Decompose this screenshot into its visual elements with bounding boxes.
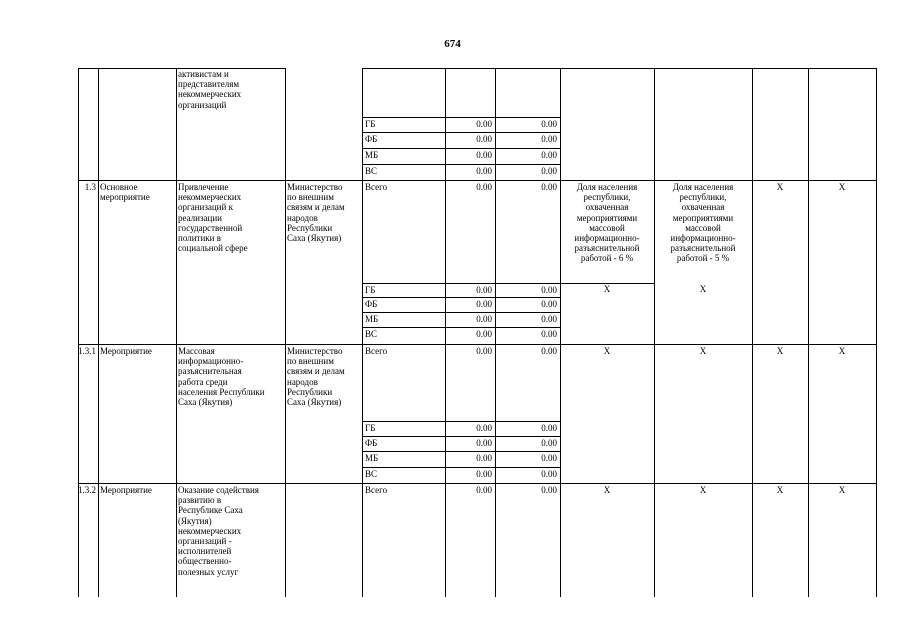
x-mark: Х (699, 485, 707, 495)
x-mark: Х (838, 346, 846, 356)
x-mark: Х (776, 182, 784, 192)
task-text-line: (Якутия) (178, 515, 212, 526)
table-horizontal-rule (78, 483, 877, 484)
funding-value-cell: 0.00 (476, 469, 492, 479)
task-text-line: некоммерческих (178, 89, 242, 100)
funding-value-cell: 0.00 (476, 314, 492, 324)
funding-value-cell: 0.00 (541, 119, 557, 129)
x-mark: Х (776, 346, 784, 356)
table-vertical-rule (876, 68, 877, 597)
task-text-line: некоммерческих (178, 192, 242, 203)
executor-text-line: по внешним (287, 356, 334, 367)
task-text-line: организаций - (178, 536, 232, 546)
funding-value-cell: 0.00 (541, 346, 557, 356)
indicator-text-line: мероприятиями (672, 212, 734, 223)
task-text-line: исполнителей (178, 546, 232, 557)
table-vertical-rule (285, 68, 286, 597)
funding-value-cell: 0.00 (476, 150, 492, 160)
executor-text-line: Республики (287, 386, 333, 397)
table-vertical-rule (752, 68, 753, 597)
task-text-line: организаций к (178, 202, 233, 213)
task-text-line: Оказание содействия (178, 485, 259, 495)
funding-value-cell: 0.00 (476, 438, 492, 448)
funding-source-label: МБ (365, 314, 379, 324)
indicator-text-line: массовой (685, 222, 721, 233)
executor-text-line: Республики (287, 222, 333, 233)
executor-text-line: Министерство (287, 182, 343, 192)
indicator-text-line: информационно- (574, 233, 640, 243)
funding-source-label: МБ (365, 150, 379, 160)
funding-value-cell: 0.00 (476, 285, 492, 295)
funding-source-label: МБ (365, 453, 379, 463)
funding-source-label: ГБ (365, 423, 376, 433)
table-vertical-rule (654, 68, 655, 597)
funding-value-cell: 0.00 (541, 182, 557, 192)
indicator-text-line: мероприятиями (576, 212, 638, 223)
funding-source-label: ФБ (365, 299, 378, 309)
table-vertical-rule (78, 68, 79, 597)
task-text-line: социальной сфере (178, 243, 248, 254)
table-vertical-rule (808, 68, 809, 597)
task-text-line: государственной (178, 222, 243, 233)
indicator-text-line: республики, (679, 192, 727, 203)
table-horizontal-rule (362, 312, 561, 313)
executor-text-line: Саха (Якутия) (287, 397, 342, 407)
funding-value-cell: 0.00 (476, 485, 492, 495)
table-vertical-rule (176, 68, 177, 597)
task-text-line: реализации (178, 212, 222, 223)
table-horizontal-rule (362, 132, 561, 133)
funding-source-label: ВС (365, 469, 378, 479)
task-text-line: развитию в (178, 495, 222, 506)
funding-value-cell: 0.00 (476, 134, 492, 144)
x-mark: Х (699, 346, 707, 356)
funding-value-cell: 0.00 (541, 314, 557, 324)
funding-value-cell: 0.00 (541, 150, 557, 160)
funding-value-cell: 0.00 (476, 119, 492, 129)
x-mark: Х (838, 182, 846, 192)
task-text-line: активистам и (178, 69, 229, 79)
funding-value-cell: 0.00 (476, 346, 492, 356)
table-horizontal-rule (78, 344, 877, 345)
funding-value-cell: 0.00 (476, 182, 492, 192)
executor-text-line: народов (287, 376, 318, 387)
table-horizontal-rule (362, 451, 561, 452)
funding-source-label: ГБ (365, 119, 376, 129)
indicator-text-line: республики, (583, 192, 631, 203)
task-text-line: представителям (178, 79, 240, 90)
task-text-line: разъяснительная (178, 366, 242, 377)
funding-value-cell: 0.00 (476, 453, 492, 463)
task-text-line: Республике Саха (178, 505, 243, 516)
funding-source-label: ФБ (365, 134, 378, 144)
funding-value-cell: 0.00 (476, 299, 492, 309)
row-number: 1.3.1 (78, 346, 96, 356)
funding-value-cell: 0.00 (541, 329, 557, 339)
executor-text-line: по внешним (287, 192, 334, 203)
funding-source-label: ФБ (365, 438, 378, 448)
task-text-line: организаций (178, 99, 227, 110)
table-horizontal-rule (362, 68, 877, 69)
indicator-text-line: охваченная (681, 202, 725, 213)
funding-total-label: Всего (365, 485, 388, 495)
indicator-text-line: разъяснительной (670, 243, 736, 254)
funding-value-cell: 0.00 (541, 423, 557, 433)
funding-value-cell: 0.00 (476, 166, 492, 176)
indicator-text-line: Доля населения (576, 182, 638, 192)
table-horizontal-rule (362, 421, 561, 422)
funding-total-label: Всего (365, 182, 388, 192)
x-mark: Х (603, 346, 611, 356)
funding-value-cell: 0.00 (541, 438, 557, 448)
funding-value-cell: 0.00 (541, 285, 557, 295)
indicator-text-line: разъяснительной (574, 243, 640, 254)
indicator-text-line: информационно- (670, 233, 736, 243)
indicator-text-line: охваченная (585, 202, 629, 213)
task-text-line: Привлечение (178, 182, 229, 192)
table-horizontal-rule (362, 327, 561, 328)
executor-text-line: связям и делам (287, 202, 345, 213)
funding-value-cell: 0.00 (541, 166, 557, 176)
funding-source-label: ГБ (365, 285, 376, 295)
executor-text-line: Саха (Якутия) (287, 233, 342, 243)
activity-type-line: мероприятие (100, 192, 150, 203)
x-mark: Х (776, 485, 784, 495)
executor-text-line: Министерство (287, 346, 343, 356)
table-horizontal-rule (362, 164, 561, 165)
funding-value-cell: 0.00 (541, 134, 557, 144)
indicator-text-line: массовой (589, 222, 625, 233)
task-text-line: населения Республики (178, 386, 265, 397)
task-text-line: Саха (Якутия) (178, 397, 233, 407)
task-text-line: полезных услуг (178, 566, 239, 577)
executor-text-line: народов (287, 212, 318, 223)
funding-value-cell: 0.00 (541, 453, 557, 463)
funding-value-cell: 0.00 (541, 299, 557, 309)
funding-total-label: Всего (365, 346, 388, 356)
executor-text-line: связям и делам (287, 366, 345, 377)
funding-value-cell: 0.00 (476, 329, 492, 339)
indicator-text-line: работой - 5 % (676, 253, 730, 264)
x-mark: Х (699, 284, 707, 294)
funding-source-label: ВС (365, 329, 378, 339)
funding-value-cell: 0.00 (476, 423, 492, 433)
table-vertical-rule (98, 68, 99, 597)
activity-type-line: Основное (100, 182, 138, 192)
funding-value-cell: 0.00 (541, 469, 557, 479)
task-text-line: политики в (178, 233, 221, 243)
indicator-text-line: работой - 6 % (580, 253, 634, 264)
x-mark: Х (603, 284, 611, 294)
table-horizontal-rule (78, 180, 877, 181)
table-horizontal-rule (362, 148, 561, 149)
task-text-line: некоммерческих (178, 525, 242, 536)
task-text-line: общественно- (178, 556, 232, 567)
activity-type-line: Мероприятие (100, 346, 152, 356)
task-text-line: Массовая (178, 346, 215, 356)
task-text-line: информационно- (178, 356, 244, 367)
table-horizontal-rule (362, 117, 561, 118)
task-text-line: работа среди (178, 376, 228, 387)
activity-type-line: Мероприятие (100, 485, 152, 495)
funding-source-label: ВС (365, 166, 378, 176)
indicator-text-line: Доля населения (672, 182, 734, 192)
table-horizontal-rule (362, 467, 561, 468)
row-number: 1.3.2 (78, 485, 96, 495)
table-horizontal-rule (362, 436, 561, 437)
row-number: 1.3 (84, 182, 96, 192)
x-mark: Х (838, 485, 846, 495)
funding-value-cell: 0.00 (541, 485, 557, 495)
x-mark: Х (603, 485, 611, 495)
table-horizontal-rule (362, 297, 561, 298)
page-number: 674 (444, 38, 461, 50)
